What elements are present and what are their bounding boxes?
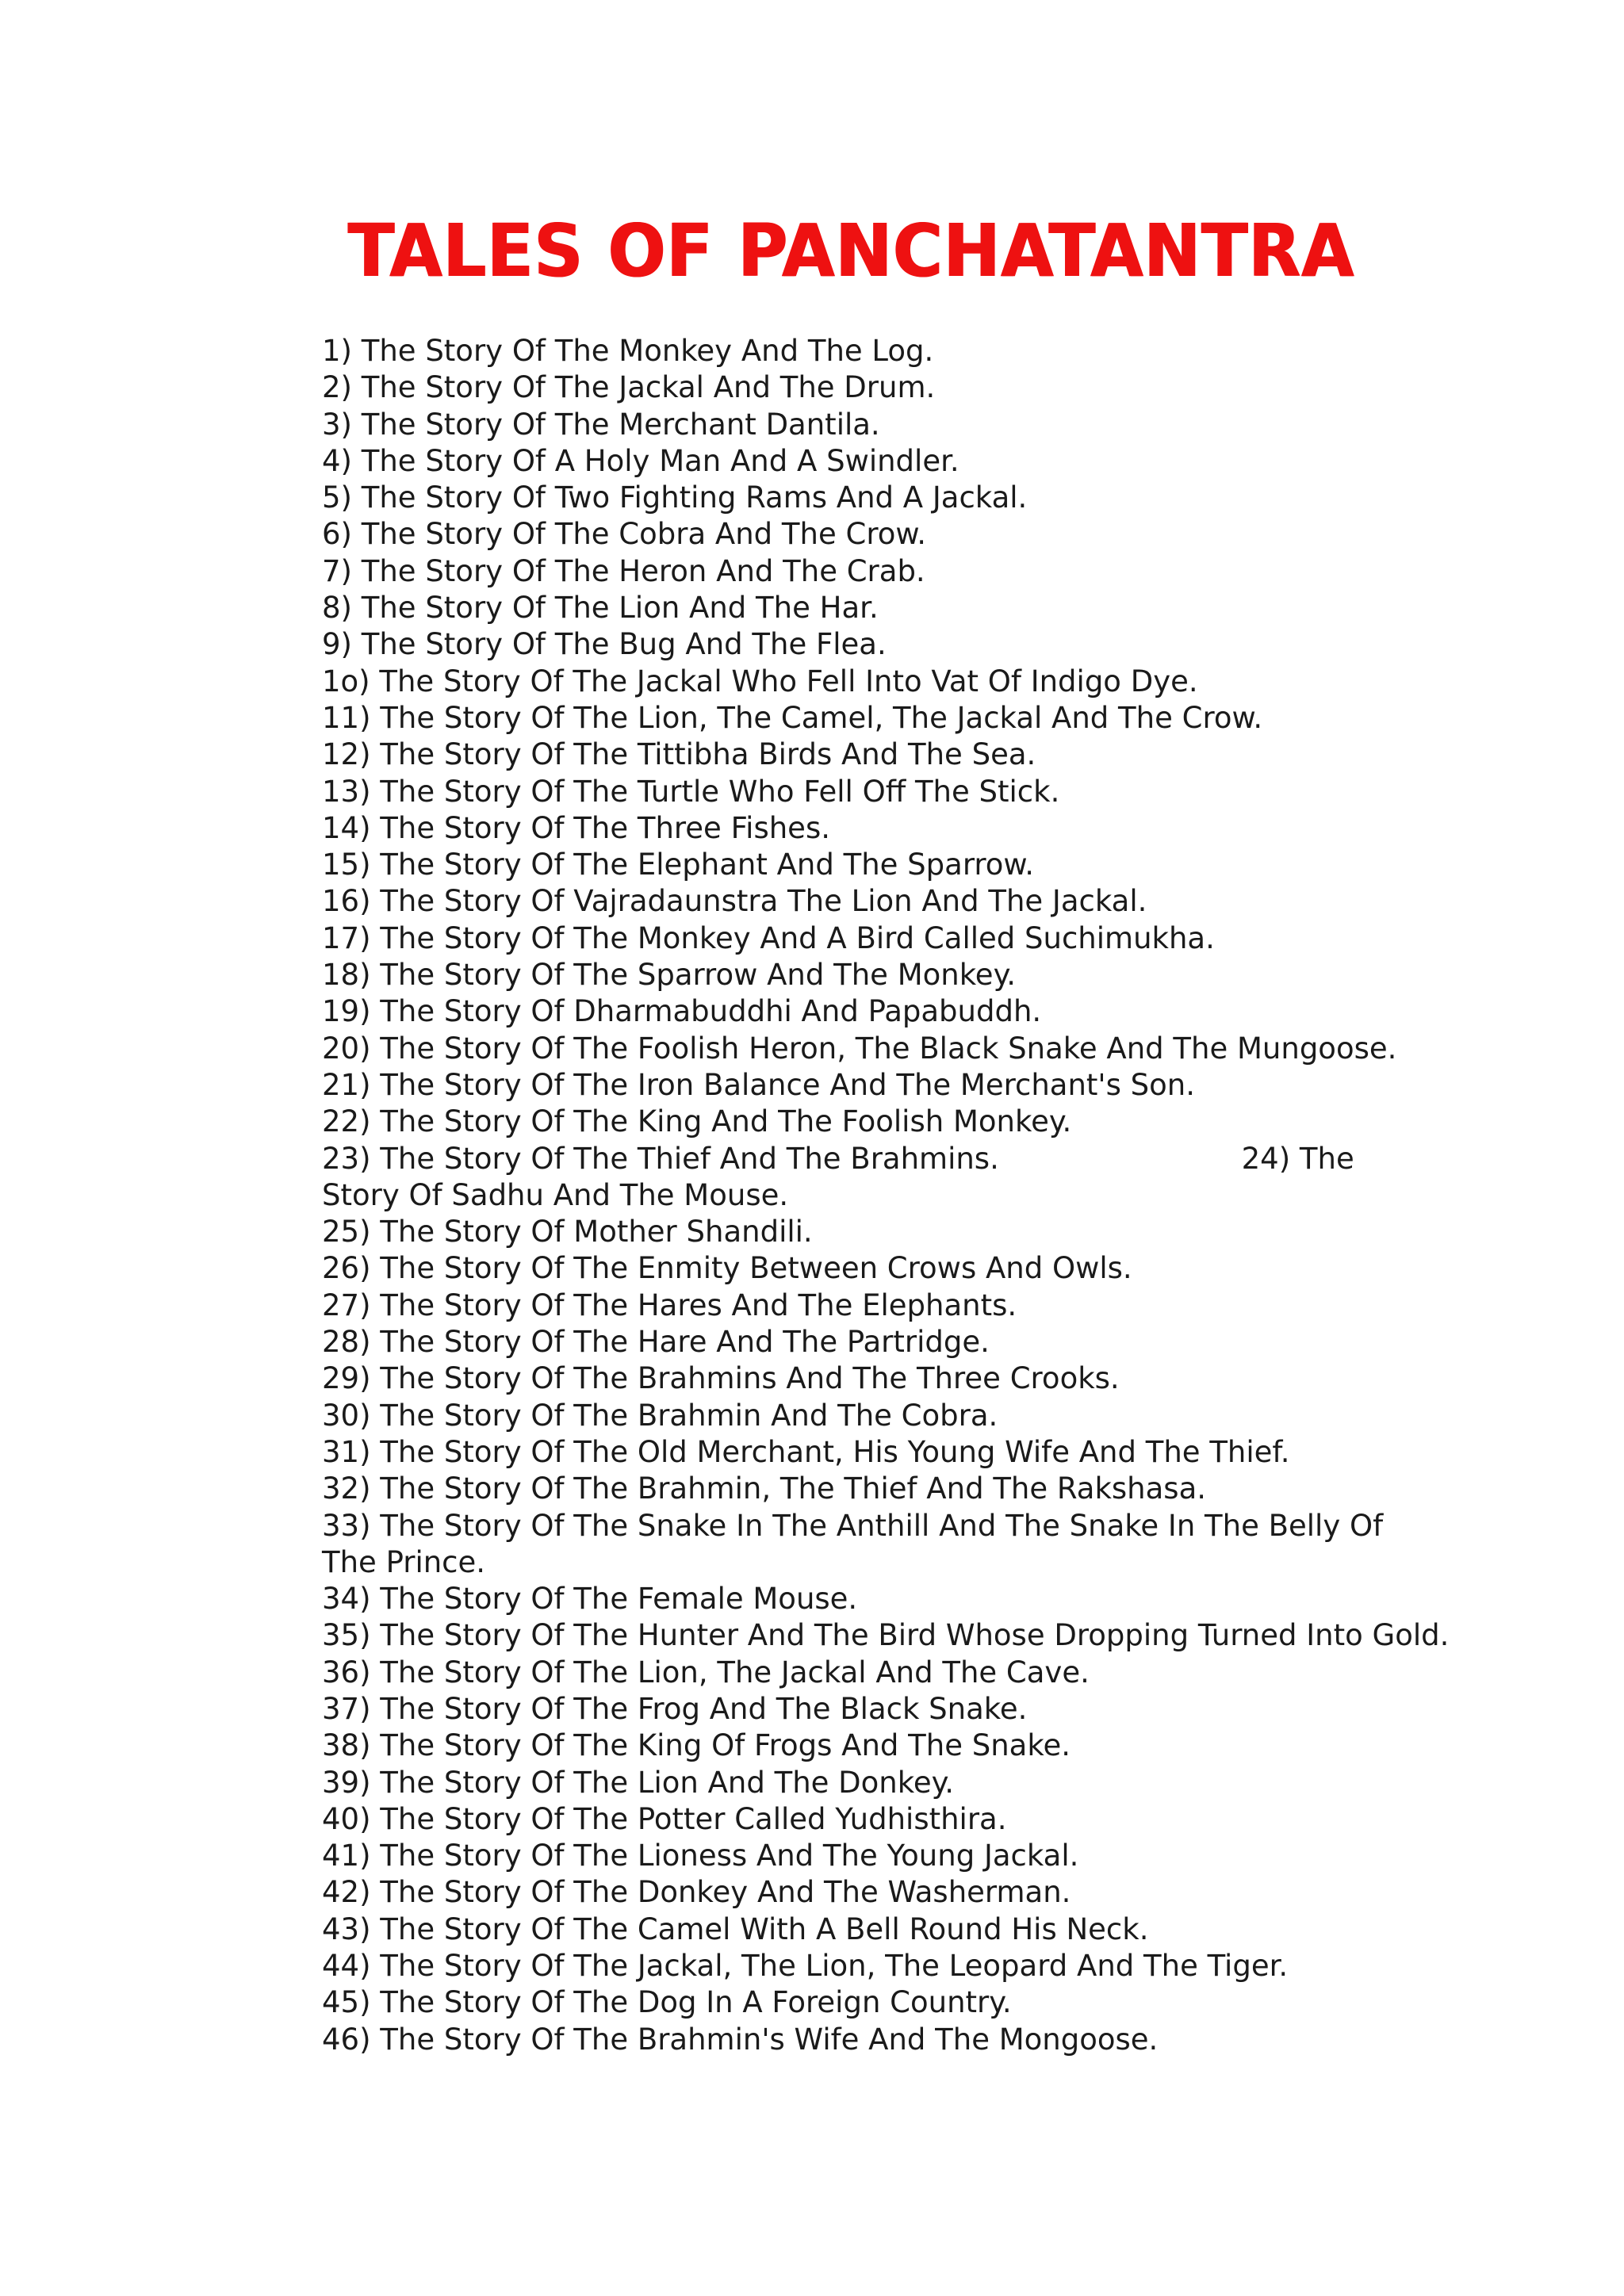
story-item: 6) The Story Of The Cobra And The Crow. bbox=[322, 517, 926, 552]
story-item: 33) The Story Of The Snake In The Anthill And The Snake In The Belly Of The Prince. bbox=[322, 1508, 1384, 1579]
story-item: 13) The Story Of The Turtle Who Fell Off The Stick. bbox=[322, 774, 1060, 809]
story-item: 41) The Story Of The Lioness And The Young Jackal. bbox=[322, 1839, 1079, 1873]
story-item: 29) The Story Of The Brahmins And The Three Crooks. bbox=[322, 1361, 1120, 1396]
story-item: 18) The Story Of The Sparrow And The Monkey. bbox=[322, 958, 1016, 993]
story-item: 38) The Story Of The King Of Frogs And The Snake. bbox=[322, 1728, 1071, 1763]
story-item: 45) The Story Of The Dog In A Foreign Country. bbox=[322, 1985, 1012, 2020]
story-item: 35) The Story Of The Hunter And The Bird Whose Dropping Turned Into Gold. bbox=[322, 1618, 1450, 1653]
story-item: 21) The Story Of The Iron Balance And The Merchant's Son. bbox=[322, 1067, 1195, 1102]
story-item: 2) The Story Of The Jackal And The Drum. bbox=[322, 370, 936, 405]
story-item: 4) The Story Of A Holy Man And A Swindler. bbox=[322, 443, 959, 478]
story-item: 39) The Story Of The Lion And The Donkey. bbox=[322, 1765, 954, 1800]
story-item: 25) The Story Of Mother Shandili. bbox=[322, 1215, 813, 1249]
story-item: 12) The Story Of The Tittibha Birds And The Sea. bbox=[322, 737, 1036, 772]
story-item: 20) The Story Of The Foolish Heron, The Black Snake And The Mungoose. bbox=[322, 1031, 1397, 1066]
story-item: 1o) The Story Of The Jackal Who Fell Into Vat Of Indigo Dye. bbox=[322, 664, 1198, 698]
story-item: 17) The Story Of The Monkey And A Bird Called Suchimukha. bbox=[322, 920, 1215, 955]
story-item: 32) The Story Of The Brahmin, The Thief And The Rakshasa. bbox=[322, 1471, 1207, 1506]
story-item: 14) The Story Of The Three Fishes. bbox=[322, 810, 830, 845]
story-item: 28) The Story Of The Hare And The Partridge. bbox=[322, 1325, 990, 1360]
story-item: 27) The Story Of The Hares And The Elephants. bbox=[322, 1288, 1017, 1322]
story-item: 19) The Story Of Dharmabuddhi And Papabuddh. bbox=[322, 994, 1042, 1029]
story-list bbox=[322, 333, 1450, 2058]
story-item: 46) The Story Of The Brahmin's Wife And The Mongoose. bbox=[322, 2022, 1159, 2057]
story-item: 26) The Story Of The Enmity Between Crows And Owls. bbox=[322, 1251, 1132, 1286]
story-item: 5) The Story Of Two Fighting Rams And A Jackal. bbox=[322, 480, 1028, 515]
story-item: 34) The Story Of The Female Mouse. bbox=[322, 1582, 858, 1617]
story-item: 30) The Story Of The Brahmin And The Cobra. bbox=[322, 1398, 998, 1433]
story-item: 37) The Story Of The Frog And The Black Snake. bbox=[322, 1691, 1028, 1726]
story-item: 3) The Story Of The Merchant Dantila. bbox=[322, 407, 880, 442]
story-item: 22) The Story Of The King And The Foolish Monkey. bbox=[322, 1104, 1072, 1139]
story-item: 15) The Story Of The Elephant And The Sparrow. bbox=[322, 848, 1035, 882]
story-item: 36) The Story Of The Lion, The Jackal And The Cave. bbox=[322, 1655, 1090, 1689]
story-item: 23) The Story Of The Thief And The Brahmins. 24) The Story Of Sadhu And The Mouse. bbox=[322, 1141, 1364, 1212]
story-item: 42) The Story Of The Donkey And The Washerman. bbox=[322, 1875, 1071, 1910]
story-item: 1) The Story Of The Monkey And The Log. bbox=[322, 334, 934, 368]
story-item: 8) The Story Of The Lion And The Har. bbox=[322, 591, 879, 626]
story-item: 16) The Story Of Vajradaunstra The Lion And The Jackal. bbox=[322, 884, 1147, 919]
story-item: 43) The Story Of The Camel With A Bell Round His Neck. bbox=[322, 1911, 1149, 1946]
story-item: 40) The Story Of The Potter Called Yudhisthira. bbox=[322, 1801, 1007, 1836]
story-item: 9) The Story Of The Bug And The Flea. bbox=[322, 627, 887, 662]
story-item: 7) The Story Of The Heron And The Crab. bbox=[322, 553, 925, 588]
story-item: 31) The Story Of The Old Merchant, His Young Wife And The Thief. bbox=[322, 1434, 1290, 1469]
page-title: TALES OF PANCHATANTRA bbox=[347, 209, 1354, 293]
story-item: 44) The Story Of The Jackal, The Lion, The Leopard And The Tiger. bbox=[322, 1949, 1289, 1984]
story-item: 11) The Story Of The Lion, The Camel, The Jackal And The Crow. bbox=[322, 700, 1263, 735]
